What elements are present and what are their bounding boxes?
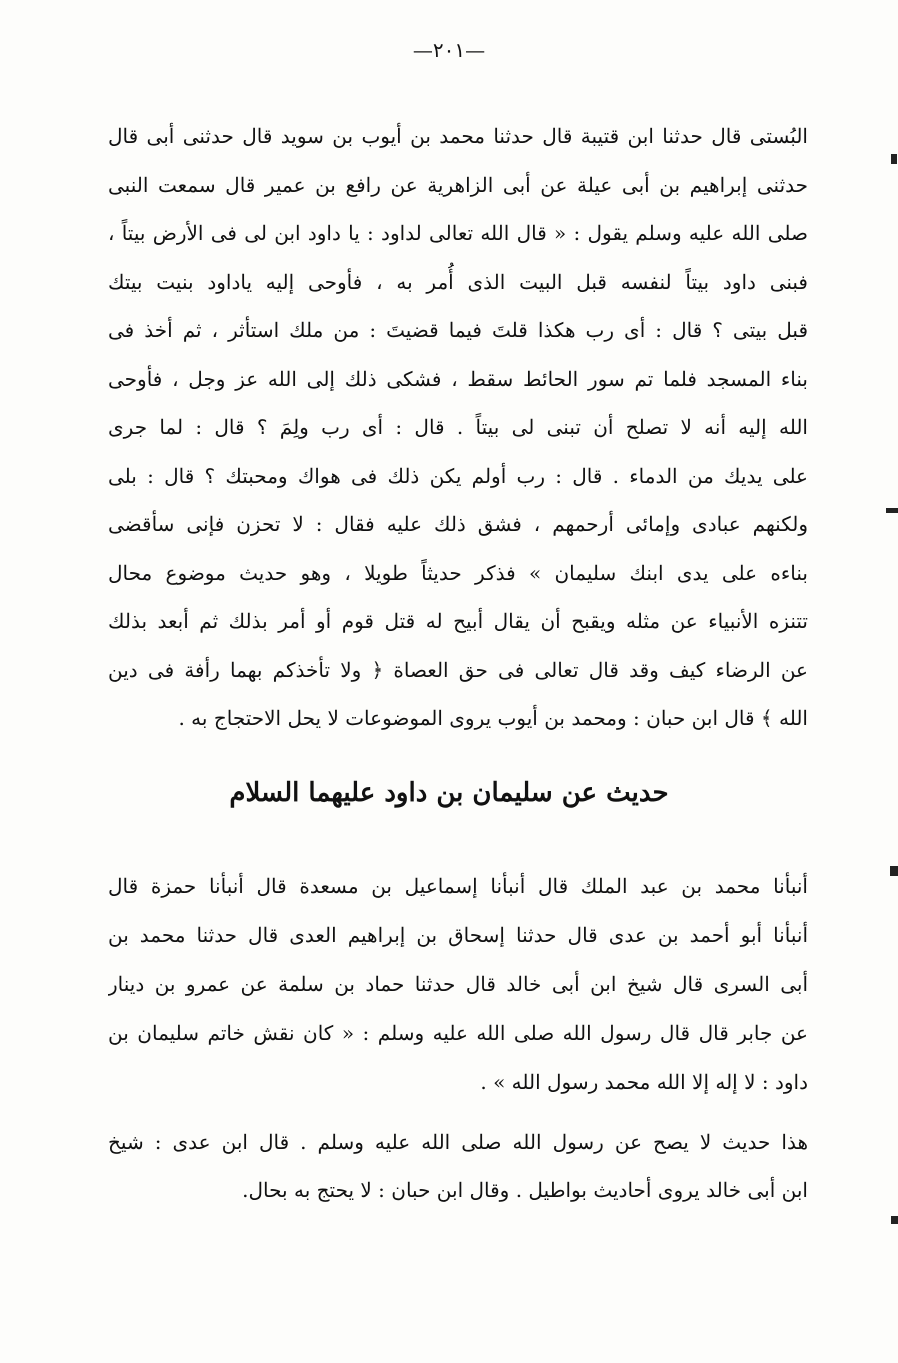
text-line: البُستى قال حدثنا ابن قتيبة قال حدثنا محمد بن أيوب بن سويد قال حدثنى أبى قال	[108, 124, 808, 148]
margin-mark	[891, 154, 897, 164]
margin-mark	[891, 1216, 898, 1224]
paragraph-3	[108, 1118, 808, 1214]
paragraph-2	[108, 862, 808, 1107]
text-line: حدثنى إبراهيم بن أبى عيلة عن أبى الزاهرية عن رافع بن عمير قال سمعت النبى	[108, 172, 808, 197]
text-line: هذا حديث لا يصح عن رسول الله صلى الله عليه وسلم . قال ابن عدى : شيخ	[108, 1130, 808, 1154]
text-line: ولكنهم عبادى وإمائى أرحمهم ، فشق ذلك عليه فقال : لا تحزن فإنى سأقضى	[108, 512, 808, 536]
text-line: بناءه على يدى ابنك سليمان » فذكر حديثاً طويلا ، وهو حديث موضوع محال	[108, 560, 808, 585]
text-line: عن الرضاء كيف وقد قال تعالى فى حق العصاة ﴿ ولا تأخذكم بهما رأفة فى دين	[108, 657, 808, 682]
margin-mark	[886, 508, 898, 513]
text-line: الله إليه أنه لا تصلح أن تبنى لى بيتاً . قال : أى رب ولِمَ ؟ قال : لما جرى	[108, 415, 808, 439]
text-line: على يديك من الدماء . قال : رب أولم يكن ذلك فى هواك ومحبتك ؟ قال : بلى	[108, 463, 808, 488]
page-number: —٢٠١—	[412, 38, 486, 62]
text-line: فبنى داود بيتاً لنفسه قبل البيت الذى أُمر به ، فأوحى إليه ياداود بنيت بيتك	[108, 269, 808, 294]
margin-mark	[890, 866, 898, 876]
paragraph-1	[108, 112, 808, 743]
text-line: قبل بيتى ؟ قال : أى رب هكذا قلتَ فيما قضيتَ : من ملك استأثر ، ثم أخذ فى	[108, 318, 808, 342]
text-line: أنبأنا أبو أحمد بن عدى قال حدثنا إسحاق بن إبراهيم العدى قال حدثنا محمد بن	[108, 923, 808, 947]
text-line: أبى السرى قال شيخ ابن أبى خالد قال حدثنا حماد بن سلمة عن عمرو بن دينار	[108, 972, 808, 996]
text-line: تتنزه الأنبياء عن مثله ويقبح أن يقال أبيح له قتل قوم أو أمر بذلك ثم أبعد بذلك	[108, 609, 808, 633]
text-line: أنبأنا محمد بن عبد الملك قال أنبأنا إسماعيل بن مسعدة قال أنبأنا حمزة قال	[108, 874, 808, 898]
section-heading: حديث عن سليمان بن داود عليهما السلام	[229, 778, 669, 808]
text-line: ابن أبى خالد يروى أحاديث بواطيل . وقال ابن حبان : لا يحتج به بحال.	[242, 1178, 808, 1202]
text-line: بناء المسجد فلما تم سور الحائط سقط ، فشكى ذلك إلى الله عز وجل ، فأوحى	[108, 366, 808, 391]
text-line: داود : لا إله إلا الله محمد رسول الله » .	[480, 1070, 808, 1094]
text-line: الله ﴾ قال ابن حبان : ومحمد بن أيوب يروى الموضوعات لا يحل الاحتجاج به .	[178, 706, 808, 730]
text-line: عن جابر قال قال رسول الله صلى الله عليه وسلم : « كان نقش خاتم سليمان بن	[108, 1021, 808, 1045]
text-line: صلى الله عليه وسلم يقول : « قال الله تعالى لداود : يا داود ابن لى فى الأرض بيتاً ،	[108, 221, 808, 245]
